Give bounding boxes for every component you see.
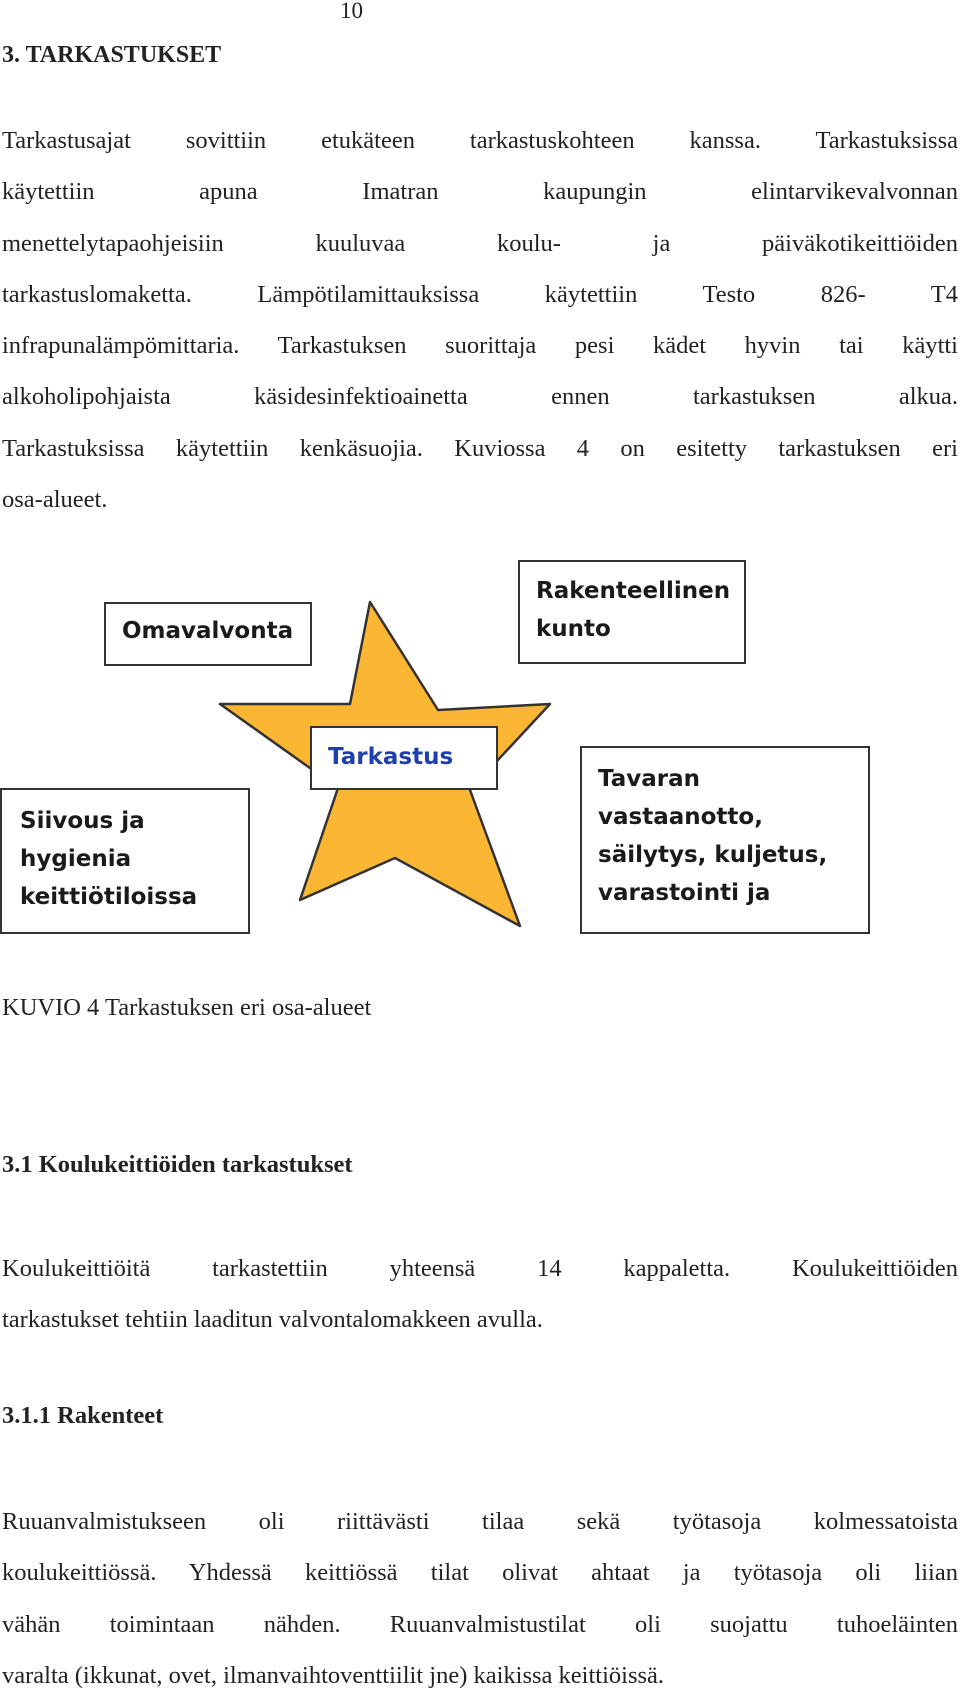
intro-line: Tarkastusajat sovittiin etukäteen tarkastuskohteen kanssa. Tarkastuksissa [2, 127, 958, 154]
center-label-box [310, 726, 498, 790]
intro-line: Tarkastuksissa käytettiin kenkäsuojia. Kuviossa 4 on esitetty tarkastuksen eri [2, 434, 958, 462]
rakenteet-paragraph [2, 1496, 958, 1701]
box-tavaran [580, 746, 870, 934]
paragraph-line: Koulukeittiöitä tarkastettiin yhteensä 14 kappaletta. Koulukeittiöiden [2, 1255, 958, 1282]
paragraph-line: vähän toimintaan nähden. Ruuanvalmistustilat oli suojattu tuhoeläinten [2, 1610, 958, 1638]
intro-line: alkoholipohjaista käsidesinfektioainetta ennen tarkastuksen alkua. [2, 383, 958, 411]
subsubsection-heading: 3.1.1 Rakenteet [2, 1402, 164, 1429]
intro-line: tarkastuslomaketta. Lämpötilamittauksissa käytettiin Testo 826- T4 [2, 280, 958, 308]
paragraph-line: tarkastukset tehtiin laaditun valvontalomakkeen avulla. [2, 1306, 543, 1334]
box-line: säilytys, kuljetus, [598, 842, 828, 868]
paragraph-line: varalta (ikkunat, ovet, ilmanvaihtoventtiilit jne) kaikissa keittiöissä. [2, 1661, 665, 1689]
subsection-paragraph [2, 1243, 958, 1346]
intro-line: käytettiin apuna Imatran kaupungin elintarvikevalvonnan [2, 178, 958, 206]
box-line: Tavaran [598, 766, 700, 792]
box-omavalvonta [104, 602, 312, 666]
box-rakenteellinen [518, 560, 746, 664]
section-heading: 3. TARKASTUKSET [2, 42, 222, 68]
inspection-diagram [0, 550, 960, 940]
intro-paragraph [2, 115, 958, 525]
box-line: varastointi ja [598, 880, 771, 906]
box-line: Rakenteellinen [536, 578, 731, 604]
page-number: 10 [340, 0, 363, 23]
intro-line: infrapunalämpömittaria. Tarkastuksen suorittaja pesi kädet hyvin tai käytti [2, 332, 958, 360]
intro-line: osa-alueet. [2, 486, 108, 514]
center-label: Tarkastus [328, 744, 454, 770]
intro-line: menettelytapaohjeisiin kuuluvaa koulu- ja päiväkotikeittiöiden [2, 229, 958, 257]
box-line: Siivous ja [20, 808, 145, 834]
box-line: kunto [536, 616, 611, 642]
subsection-heading: 3.1 Koulukeittiöiden tarkastukset [2, 1151, 353, 1178]
box-siivous [0, 788, 250, 934]
box-line: keittiötiloissa [20, 884, 198, 910]
paragraph-line: Ruuanvalmistukseen oli riittävästi tilaa sekä työtasoja kolmessatoista [2, 1508, 958, 1535]
figure-caption: KUVIO 4 Tarkastuksen eri osa-alueet [2, 994, 372, 1021]
box-omavalvonta-label: Omavalvonta [122, 618, 294, 644]
paragraph-line: koulukeittiössä. Yhdessä keittiössä tilat olivat ahtaat ja työtasoja oli liian [2, 1559, 958, 1587]
box-line: hygienia [20, 846, 132, 872]
box-line: vastaanotto, [598, 804, 763, 830]
